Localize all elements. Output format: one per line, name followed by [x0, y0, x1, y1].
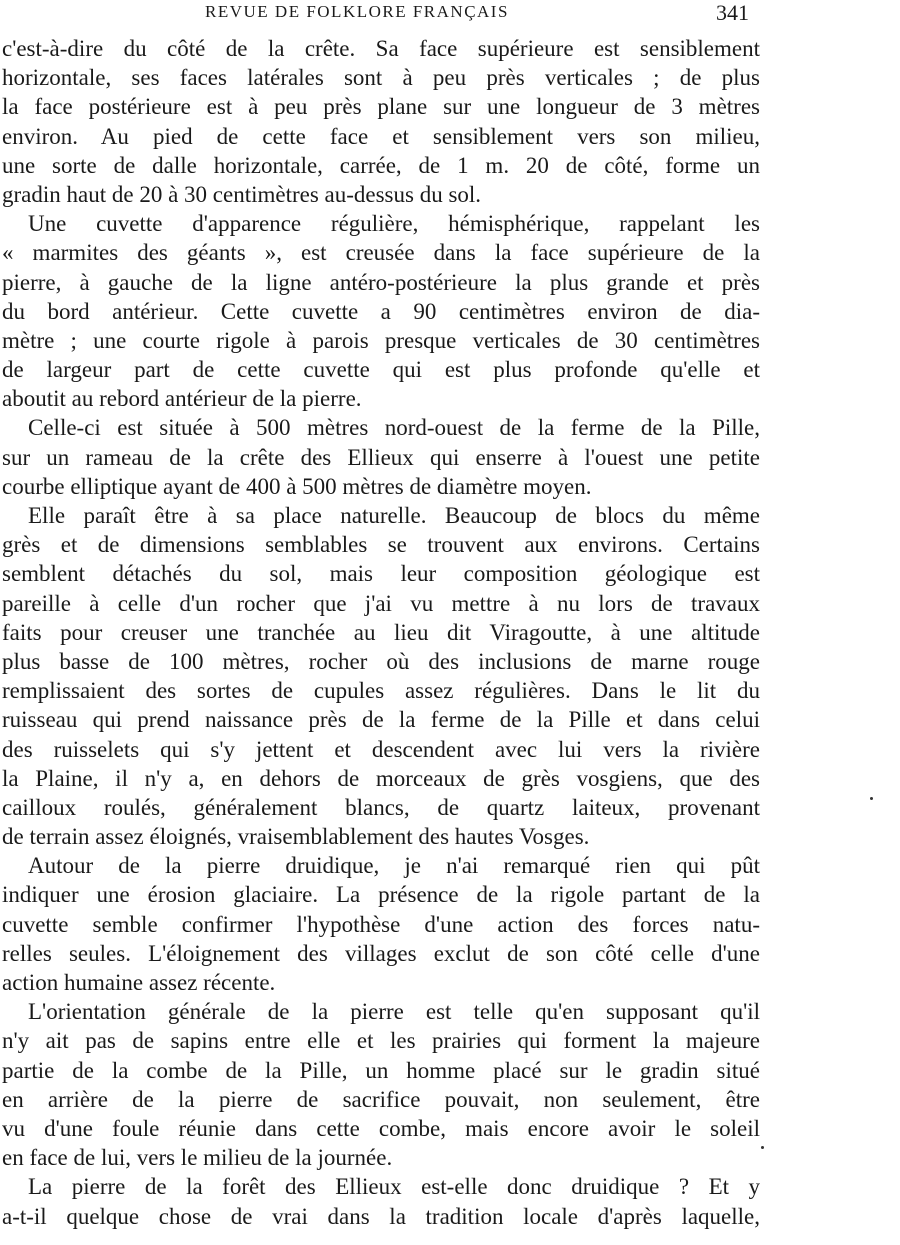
text-line: gradin haut de 20 à 30 centimètres au-dessus du sol. — [2, 181, 482, 207]
text-line: La pierre de la forêt des Ellieux est-elle donc druidique ? Et y — [28, 1174, 760, 1200]
text-line: en face de lui, vers le milieu de la journée. — [2, 1145, 393, 1171]
text-line: cuvette semble confirmer l'hypothèse d'une action des forces natu- — [2, 911, 760, 937]
scan-speck — [870, 797, 873, 800]
text-line: la Plaine, il n'y a, en dehors de morceaux de grès vosgiens, que des — [2, 765, 760, 791]
text-line: courbe elliptique ayant de 400 à 500 mètres de diamètre moyen. — [2, 473, 592, 499]
text-line: sur un rameau de la crête des Ellieux qui enserre à l'ouest une petite — [2, 444, 760, 470]
text-line: pierre, à gauche de la ligne antéro-postérieure la plus grande et près — [2, 269, 760, 295]
text-line: Elle paraît être à sa place naturelle. Beaucoup de blocs du même — [28, 503, 760, 528]
text-line: du bord antérieur. Cette cuvette a 90 centimètres environ de dia- — [2, 298, 760, 324]
text-line: indiquer une érosion glaciaire. La présence de la rigole partant de la — [2, 882, 760, 908]
text-line: ruisseau qui prend naissance près de la ferme de la Pille et dans celui — [2, 707, 760, 733]
text-line: semblent détachés du sol, mais leur composition géologique est — [2, 561, 760, 587]
text-line: de terrain assez éloignés, vraisemblablement des hautes Vosges. — [2, 824, 590, 850]
text-line: « marmites des géants », est creusée dans la face supérieure de la — [2, 240, 760, 266]
text-line: Autour de la pierre druidique, je n'ai remarqué rien qui pût — [28, 853, 760, 879]
text-line: c'est-à-dire du côté de la crête. Sa face supérieure est sensiblement — [2, 36, 760, 61]
text-line: grès et de dimensions semblables se trouvent aux environs. Certains — [2, 532, 760, 558]
text-line: n'y ait pas de sapins entre elle et les prairies qui forment la majeure — [2, 1028, 760, 1054]
scan-speck — [761, 1146, 764, 1149]
text-line: une sorte de dalle horizontale, carrée, de 1 m. 20 de côté, forme un — [2, 152, 760, 178]
text-line: remplissaient des sortes de cupules assez régulières. Dans le lit du — [2, 678, 760, 704]
text-line: en arrière de la pierre de sacrifice pouvait, non seulement, être — [2, 1086, 760, 1112]
text-line: vu d'une foule réunie dans cette combe, mais encore avoir le soleil — [2, 1115, 760, 1141]
text-line: faits pour creuser une tranchée au lieu dit Viragoutte, à une altitude — [2, 619, 760, 645]
text-line: aboutit au rebord antérieur de la pierre. — [2, 386, 362, 412]
text-line: des ruisselets qui s'y jettent et descendent avec lui vers la rivière — [2, 736, 760, 762]
text-line: L'orientation générale de la pierre est telle qu'en supposant qu'il — [28, 999, 760, 1025]
text-line: action humaine assez récente. — [2, 970, 276, 995]
text-line: horizontale, ses faces latérales sont à peu près verticales ; de plus — [2, 65, 760, 91]
text-line: environ. Au pied de cette face et sensiblement vers son milieu, — [2, 123, 760, 149]
text-line: plus basse de 100 mètres, rocher où des inclusions de marne rouge — [2, 648, 760, 674]
text-line: mètre ; une courte rigole à parois presque verticales de 30 centimètres — [2, 327, 760, 353]
text-line: Celle-ci est située à 500 mètres nord-ouest de la ferme de la Pille, — [28, 415, 760, 441]
text-line: partie de la combe de la Pille, un homme placé sur le gradin situé — [2, 1057, 760, 1083]
text-line: pareille à celle d'un rocher que j'ai vu mettre à nu lors de travaux — [2, 590, 760, 616]
running-title: REVUE DE FOLKLORE FRANÇAIS — [205, 2, 509, 21]
text-line: la face postérieure est à peu près plane sur une longueur de 3 mètres — [2, 94, 760, 120]
text-line: a-t-il quelque chose de vrai dans la tradition locale d'après laquelle, — [2, 1203, 760, 1229]
text-line: de largeur part de cette cuvette qui est plus profonde qu'elle et — [2, 357, 760, 383]
text-line: Une cuvette d'apparence régulière, hémisphérique, rappelant les — [28, 211, 760, 237]
text-line: cailloux roulés, généralement blancs, de quartz laiteux, provenant — [2, 794, 760, 820]
text-line: relles seules. L'éloignement des villages exclut de son côté celle d'une — [2, 940, 760, 966]
running-header — [0, 0, 900, 30]
body-text — [2, 34, 760, 1231]
page-number: 341 — [716, 0, 749, 25]
